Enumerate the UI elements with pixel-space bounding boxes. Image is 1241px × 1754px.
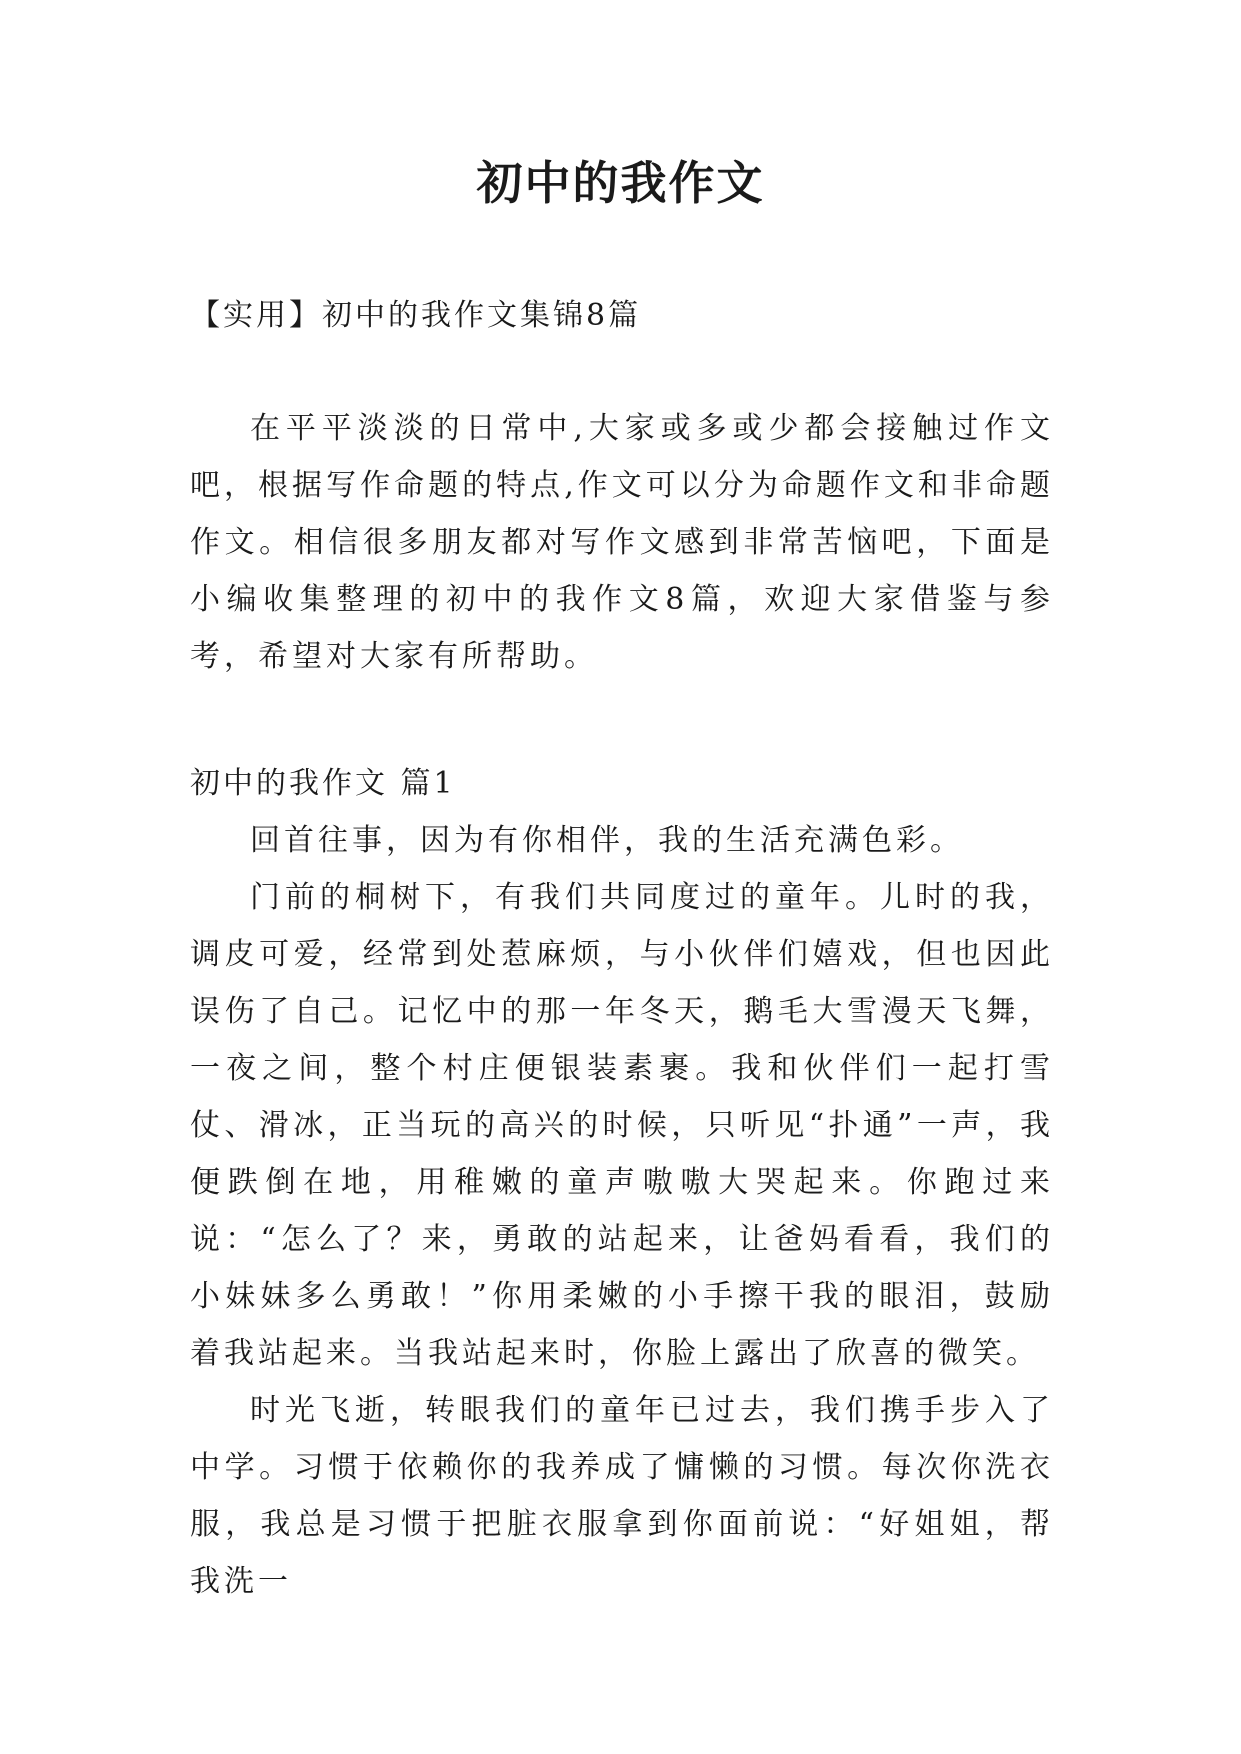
intro-paragraph: 在平平淡淡的日常中,大家或多或少都会接触过作文吧，根据写作命题的特点,作文可以分为命题作文和非命题作文。相信很多朋友都对写作文感到非常苦恼吧，下面是小编收集整理的初中的我作文8篇，欢迎大家借鉴与参考，希望对大家有所帮助。: [190, 411, 1054, 674]
essay-body: [190, 812, 1054, 1610]
essay-paragraph: 门前的桐树下，有我们共同度过的童年。儿时的我，调皮可爱，经常到处惹麻烦，与小伙伴们嬉戏，但也因此误伤了自己。记忆中的那一年冬天，鹅毛大雪漫天飞舞，一夜之间，整个村庄便银装素裹。我和伙伴们一起打雪仗、滑冰，正当玩的高兴的时候，只听见“扑通”一声，我便跌倒在地，用稚嫩的童声嗷嗷大哭起来。你跑过来说：“怎么了？来，勇敢的站起来，让爸妈看看，我们的小妹妹多么勇敢！”你用柔嫩的小手擦干我的眼泪，鼓励着我站起来。当我站起来时，你脸上露出了欣喜的微笑。: [190, 880, 1054, 1371]
document-subtitle: 【实用】初中的我作文集锦8篇: [190, 298, 642, 333]
intro-section: [190, 400, 1054, 685]
essay-paragraph: 时光飞逝，转眼我们的童年已过去，我们携手步入了中学。习惯于依赖你的我养成了慵懒的习惯。每次你洗衣服，我总是习惯于把脏衣服拿到你面前说：“好姐姐，帮我洗一: [190, 1393, 1054, 1599]
essay-paragraph: 回首往事，因为有你相伴，我的生活充满色彩。: [250, 823, 964, 858]
document-title: 初中的我作文: [476, 156, 765, 210]
essay-heading: 初中的我作文 篇1: [190, 766, 456, 801]
